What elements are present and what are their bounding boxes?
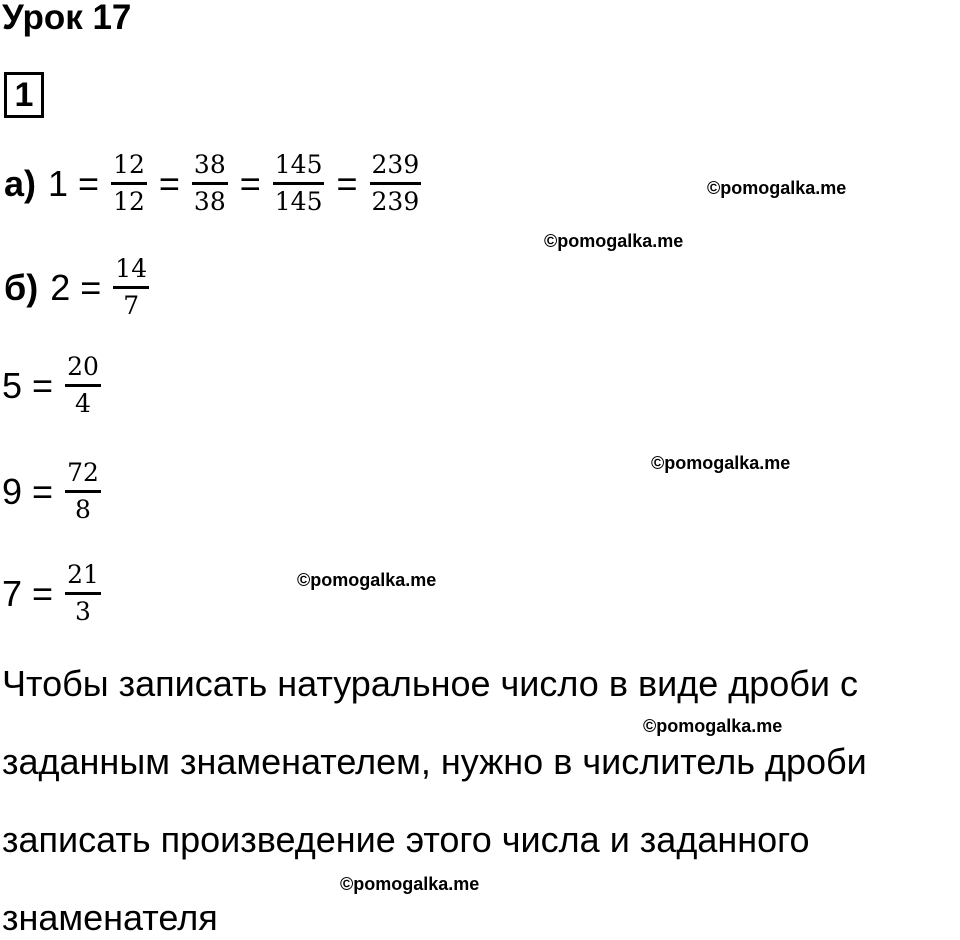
rule-text-line-2: заданным знаменателем, нужно в числитель дроби <box>2 741 867 782</box>
whole-number: 9 <box>2 470 23 512</box>
equals-sign: = <box>32 364 54 406</box>
whole-number: 7 <box>2 572 23 614</box>
numerator: 38 <box>193 150 226 179</box>
rule-text-line-3: записать произведение этого числа и заданного <box>2 819 810 860</box>
fraction <box>109 150 149 217</box>
page-title: Урок 17 <box>2 0 132 37</box>
denominator: 239 <box>371 187 420 216</box>
fraction <box>271 150 327 217</box>
denominator: 8 <box>75 495 91 524</box>
part-b-equation-3 <box>2 458 103 525</box>
equals-sign: = <box>239 162 261 204</box>
part-b-equation-1 <box>4 254 151 321</box>
part-a-equation <box>4 150 423 217</box>
equals-sign: = <box>32 470 54 512</box>
watermark: ©pomogalka.me <box>297 570 437 590</box>
numerator: 21 <box>67 560 99 589</box>
task-number-box: 1 <box>4 72 44 118</box>
part-b-equation-4 <box>2 560 103 627</box>
watermark: ©pomogalka.me <box>643 716 783 736</box>
equals-sign: = <box>32 572 54 614</box>
equals-sign: = <box>336 162 358 204</box>
denominator: 12 <box>113 187 145 216</box>
watermark: ©pomogalka.me <box>707 178 847 198</box>
fraction <box>63 458 103 525</box>
numerator: 145 <box>274 150 323 179</box>
fraction <box>111 254 151 321</box>
denominator: 4 <box>75 389 91 418</box>
equals-sign: = <box>158 162 180 204</box>
whole-number: 1 <box>48 162 69 204</box>
denominator: 7 <box>123 291 140 320</box>
denominator: 145 <box>274 187 323 216</box>
watermark: ©pomogalka.me <box>340 874 480 894</box>
equals-sign: = <box>80 266 102 308</box>
part-b-label: б) <box>4 266 39 308</box>
part-b-equation-2 <box>2 352 103 419</box>
watermark: ©pomogalka.me <box>651 453 791 473</box>
numerator: 72 <box>67 458 99 487</box>
fraction <box>368 150 424 217</box>
denominator: 3 <box>75 597 91 626</box>
numerator: 20 <box>67 352 99 381</box>
numerator: 12 <box>113 150 145 179</box>
part-a-label: а) <box>4 162 37 204</box>
rule-text-line-1: Чтобы записать натуральное число в виде дроби с <box>2 663 859 704</box>
whole-number: 2 <box>50 266 71 308</box>
watermark: ©pomogalka.me <box>544 231 684 251</box>
whole-number: 5 <box>2 364 23 406</box>
fraction <box>190 150 230 217</box>
denominator: 38 <box>193 187 226 216</box>
fraction <box>63 352 103 419</box>
rule-text-line-4: знаменателя <box>2 897 218 938</box>
numerator: 14 <box>115 254 148 283</box>
equals-sign: = <box>78 162 100 204</box>
numerator: 239 <box>371 150 420 179</box>
fraction <box>63 560 103 627</box>
